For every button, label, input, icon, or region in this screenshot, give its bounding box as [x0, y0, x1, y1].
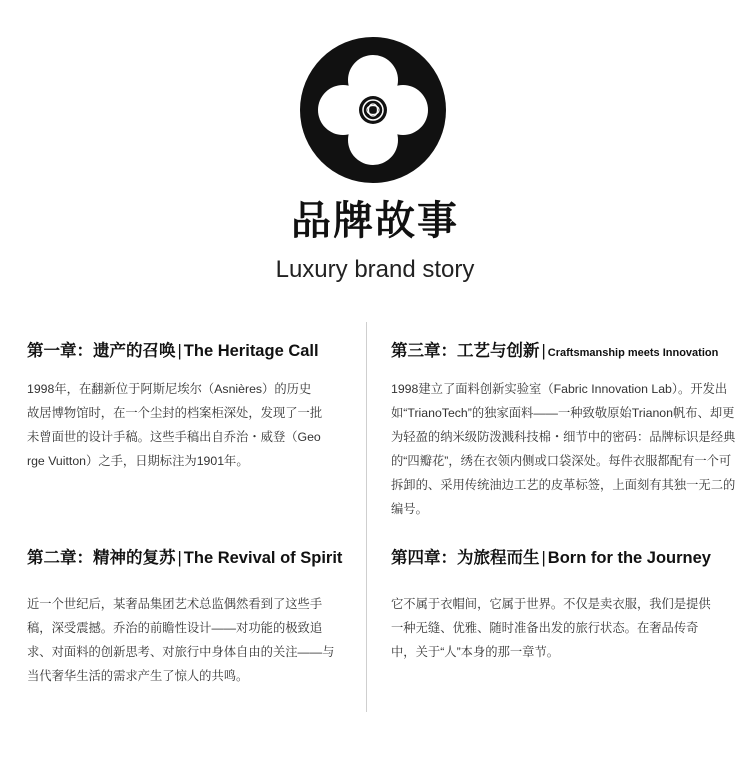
chapter-4	[391, 544, 711, 664]
chapter-2-title	[27, 544, 341, 568]
chapter-1-body: 1998年，在翻新位于阿斯尼埃尔（Asnières）的历史故居博物馆时，在一个尘封的档案柜深处，发现了一批未曾面世的设计手稿。这些手稿出自乔治・威登（George Vuitton）之手，日期标注为1901年。	[27, 382, 323, 468]
chapter-4-title-cn: 第四章：为旅程而生	[391, 549, 540, 567]
column-divider	[366, 322, 367, 712]
page-title-cn: 品牌故事	[291, 199, 459, 243]
chapter-1-title	[27, 337, 323, 361]
chapter-3-title-en: Craftsmanship meets Innovation	[547, 347, 719, 359]
page-title-en: Luxury brand story	[275, 256, 475, 283]
chapter-2	[27, 544, 341, 688]
chapter-4-title	[391, 544, 711, 568]
title-separator: |	[177, 549, 182, 567]
chapter-1	[27, 337, 323, 473]
chapter-3-body: 1998建立了面料创新实验室（Fabric Innovation Lab）。开发出如“TrianoTech”的独家面料——一种致敬原始Trianon帆布、却更为轻盈的纳米级防泼溅科技棉・细节中的密码：品牌标识是经典的“四瓣花”，绣在衣领内侧或口袋深处。每件衣服都配有一个可拆卸的、采用传统油边工艺的皮革标签，上面刻有其独一无二的编号。	[391, 382, 736, 516]
chapter-1-title-en: The Heritage Call	[183, 342, 319, 360]
chapter-3-title-cn: 第三章：工艺与创新	[391, 342, 540, 360]
chapter-3-title	[391, 337, 736, 361]
chapter-3	[391, 337, 736, 521]
chapter-2-title-cn: 第二章：精神的复苏	[27, 549, 176, 567]
brand-logo	[298, 35, 448, 185]
chapter-4-title-en: Born for the Journey	[547, 549, 711, 567]
chapter-1-title-cn: 第一章：遗产的召唤	[27, 342, 176, 360]
chapter-2-title-en: The Revival of Spirit	[183, 549, 343, 567]
title-separator: |	[177, 342, 182, 360]
title-separator: |	[541, 342, 546, 360]
chapter-4-body: 它不属于衣帽间，它属于世界。不仅是卖衣服，我们是提供一种无缝、优雅、随时准备出发的旅行状态。在奢品传奇中，关于“人”本身的那一章节。	[391, 597, 711, 659]
title-separator: |	[541, 549, 546, 567]
chapter-2-body: 近一个世纪后，某奢品集团艺术总监偶然看到了这些手稿，深受震撼。乔治的前瞻性设计——对功能的极致追求、对面料的创新思考、对旅行中身体自由的关注——与当代奢华生活的需求产生了惊人的共鸣。	[27, 597, 335, 683]
